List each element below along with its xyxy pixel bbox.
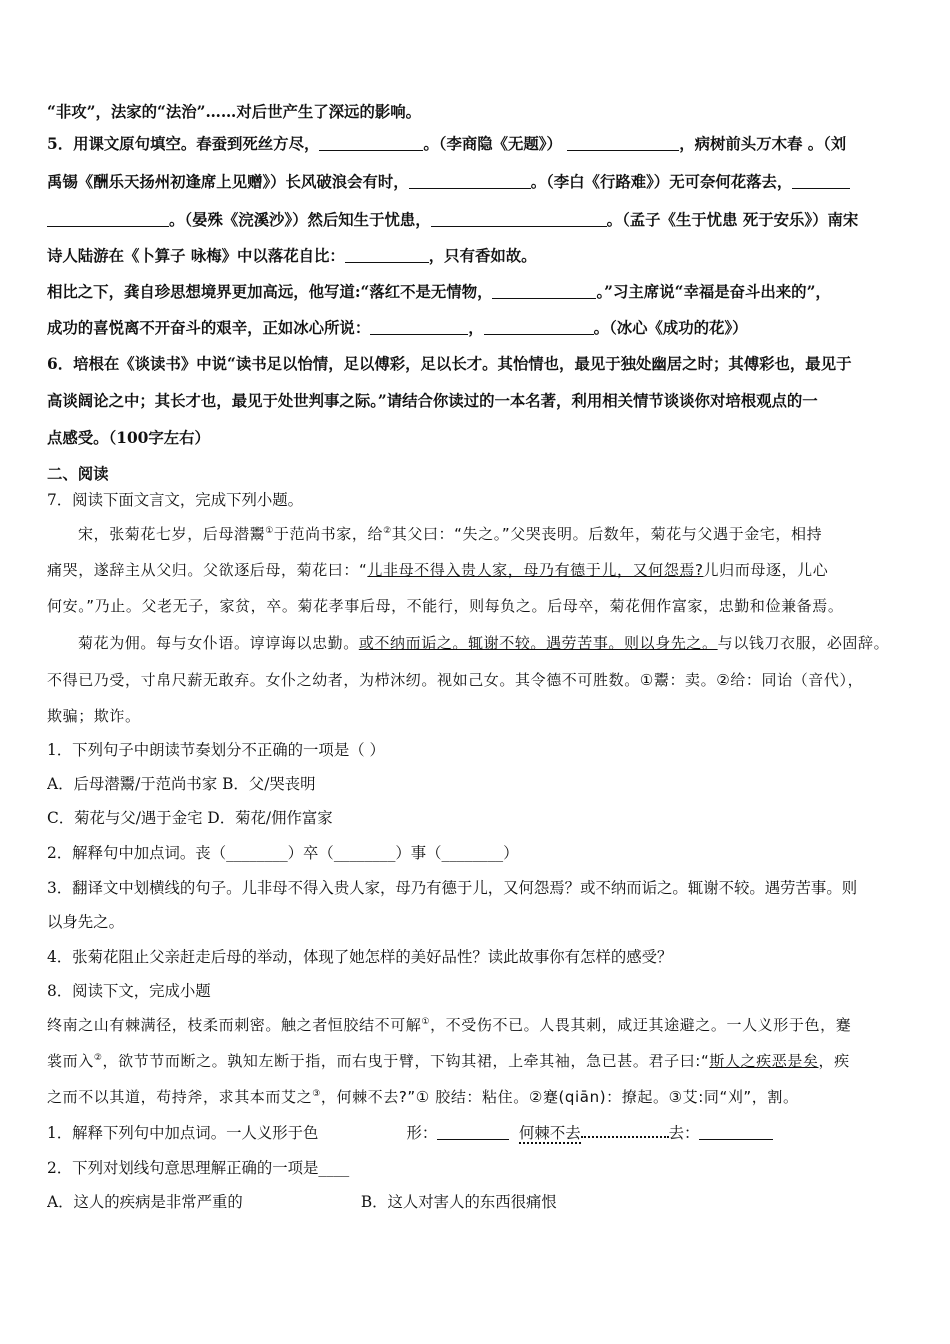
q7-passage-line [78,631,905,655]
q5-text: 5．用课文原句填空。春蚕到死丝方尽， [47,135,320,153]
passage-text: 儿归而母逐，儿心 [703,561,829,579]
answer-blank[interactable] [47,210,169,227]
q5-text: 。（晏殊《浣溪沙》）然后知生于忧患， [169,211,431,229]
q7-sub-question-1: 1．下列句子中朗读节奏划分不正确的一项是（ ） [47,741,385,759]
q7-sub-question-2: 2．解释句中加点词。丧（________）卒（________）事（________） [47,844,519,862]
q5-text: ，只有香如故。 [428,247,537,265]
underlined-sentence: 斯人之疾恶是矣 [709,1052,819,1070]
dotted-phrase: 何棘不去 [519,1124,581,1142]
passage-text: ，欲节节而断之。孰知左断于指，而右曳于臂，下钩其裙，上牵其袖，急已甚。君子曰:“ [102,1052,710,1070]
footnote-mark: ② [93,1053,103,1063]
answer-blank[interactable] [567,134,679,151]
passage-text: 终南之山有棘满径，枝柔而刺密。触之者恒胶结不可解 [47,1016,422,1034]
q5-line-1 [47,132,905,156]
passage-text: ，何棘不去?”① 胶结：粘住。②蹇(qiān)：撩起。③艾:同“刈”，割。 [320,1088,799,1106]
q5-line-3 [47,208,905,232]
passage-text: 宋，张菊花七岁，后母潜鬻 [78,525,266,543]
passage-text: 之而不以其道，苟持斧，求其本而艾之 [47,1088,313,1106]
q5-line-5 [47,280,905,304]
q8-passage-line [47,1049,905,1073]
q7-sub-question-3: 3．翻译文中划横线的句子。儿非母不得入贵人家，母乃有德于儿，又何怨焉？或不纳而诟之。辄谢不较。遇劳苦事。则 [47,879,858,897]
q6-line-2: 高谈阔论之中；其长才也，最见于处世判事之际。”请结合你读过的一本名著，利用相关情节谈谈你对培根观点的一 [47,392,818,410]
q5-text: 相比之下，龚自珍思想境界更加高远，他写道:“落红不是无情物， [47,283,493,301]
answer-blank[interactable] [319,134,423,151]
answer-blank[interactable] [437,1123,509,1140]
answer-blank[interactable] [699,1123,773,1140]
passage-text: 菊花为佣。每与女仆语。谆谆诲以忠勤。 [78,634,359,652]
passage-text: 痛哭，遂辞主从父归。父欲逐后母，菊花曰：“ [47,561,368,579]
q5-text: 禹锡《酬乐天扬州初逢席上见赠》）长风破浪会有时， [47,173,409,191]
q8-sub-question-1 [47,1121,905,1145]
q5-text: 。（冰心《成功的花》） [593,319,748,337]
q7-passage-line: 欺骗；欺诈。 [47,707,141,725]
q7-passage-line [78,522,905,546]
q8-sub-question-2: 2．下列对划线句意思理解正确的一项是____ [47,1159,350,1177]
footnote-mark: ③ [312,1089,321,1099]
answer-blank[interactable] [409,172,531,189]
footnote-mark: ② [383,526,392,536]
q7-options-cd[interactable]: C．菊花与父/遇于金宅 D．菊花/佣作富家 [47,809,333,827]
passage-text: ，疾 [818,1052,850,1070]
q5-text: 。”习主席说“幸福是奋斗出来的”， [596,283,831,301]
q7-passage-line: 不得已乃受，寸帛尺薪无敢弃。女仆之幼者，为栉沐纫。视如己女。其令德不可胜数。①鬻：卖。②给：同诒（音代）， [47,671,864,689]
q5-line-6 [47,316,905,340]
passage-text: 裳而入 [47,1052,94,1070]
q8-title: 8．阅读下文，完成小题 [47,982,211,1000]
option-b[interactable]: B．这人对害人的东西很痛恨 [360,1193,557,1211]
q7-options-ab[interactable]: A．后母潜鬻/于范尚书家 B．父/哭丧明 [47,775,316,793]
q7-passage-line [47,558,905,582]
option-a[interactable]: A．这人的疾病是非常严重的 [47,1193,243,1211]
q7-title: 7．阅读下面文言文，完成下列小题。 [47,491,304,509]
footnote-mark: ① [265,526,274,536]
q5-line-2 [47,170,905,194]
q7-sub-question-3-cont: 以身先之。 [47,913,124,931]
dotted-leader [581,1122,669,1138]
passage-text: 于范尚书家，给 [273,525,384,543]
answer-blank[interactable] [345,246,429,263]
q6-line-1: 6．培根在《谈读书》中说“读书足以怡情，足以傅彩，足以长才。其怡情也，最见于独处幽居之时；其傅彩也，最见于 [47,355,852,373]
question-text: 去： [668,1124,700,1142]
question-text: 1．解释下列句中加点词。一人义形于色 [47,1124,319,1142]
q5-text: ， [468,319,484,337]
answer-blank[interactable] [431,210,607,227]
q5-text: 。（孟子《生于忧患 死于安乐》）南宋 [606,211,859,229]
q8-passage-line [47,1085,905,1109]
q5-text: ，病树前头万木春 。（刘 [679,135,847,153]
q5-text: 诗人陆游在《卜算子 咏梅》中以落花自比： [47,247,345,265]
section-heading: 二、阅读 [47,465,109,483]
q5-text: 。（李白《行路难》）无可奈何花落去， [530,173,793,191]
passage-text: 其父曰：“失之。”父哭丧明。后数年，菊花与父遇于金宅，相持 [391,525,823,543]
underlined-sentence: 或不纳而诟之。辄谢不较。遇劳苦事。则以身先之。 [358,634,718,652]
q5-text: 成功的喜悦离不开奋斗的艰辛，正如冰心所说： [47,319,371,337]
q7-sub-question-4: 4．张菊花阻止父亲赶走后母的举动，体现了她怎样的美好品性？读此故事你有怎样的感受？ [47,948,673,966]
answer-blank[interactable] [492,282,596,299]
q8-options-ab [47,1190,905,1214]
answer-blank[interactable] [484,318,594,335]
q7-passage-line: 何安。”乃止。父老无子，家贫，卒。菊花孝事后母，不能行，则每负之。后母卒，菊花佣作富家，忠勤和俭兼备焉。 [47,597,844,615]
answer-blank[interactable] [792,172,850,189]
q5-text: 。（李商隐《无题》） [423,135,562,153]
underlined-sentence: 儿非母不得入贵人家，母乃有德于儿，又何怨焉? [367,561,704,579]
q8-passage-line [47,1013,905,1037]
answer-blank[interactable] [370,318,468,335]
q6-line-3: 点感受。（100字左右） [47,429,210,447]
passage-text: 与以钱刀衣服，必固辞。 [717,634,890,652]
q5-line-4 [47,244,905,268]
passage-text: ，不受伤不已。人畏其刺，咸迂其途避之。一人义形于色，蹇 [430,1016,852,1034]
question-text: 形： [406,1124,438,1142]
intro-line: “非攻”，法家的“法治”……对后世产生了深远的影响。 [47,103,422,121]
footnote-mark: ① [421,1017,431,1027]
